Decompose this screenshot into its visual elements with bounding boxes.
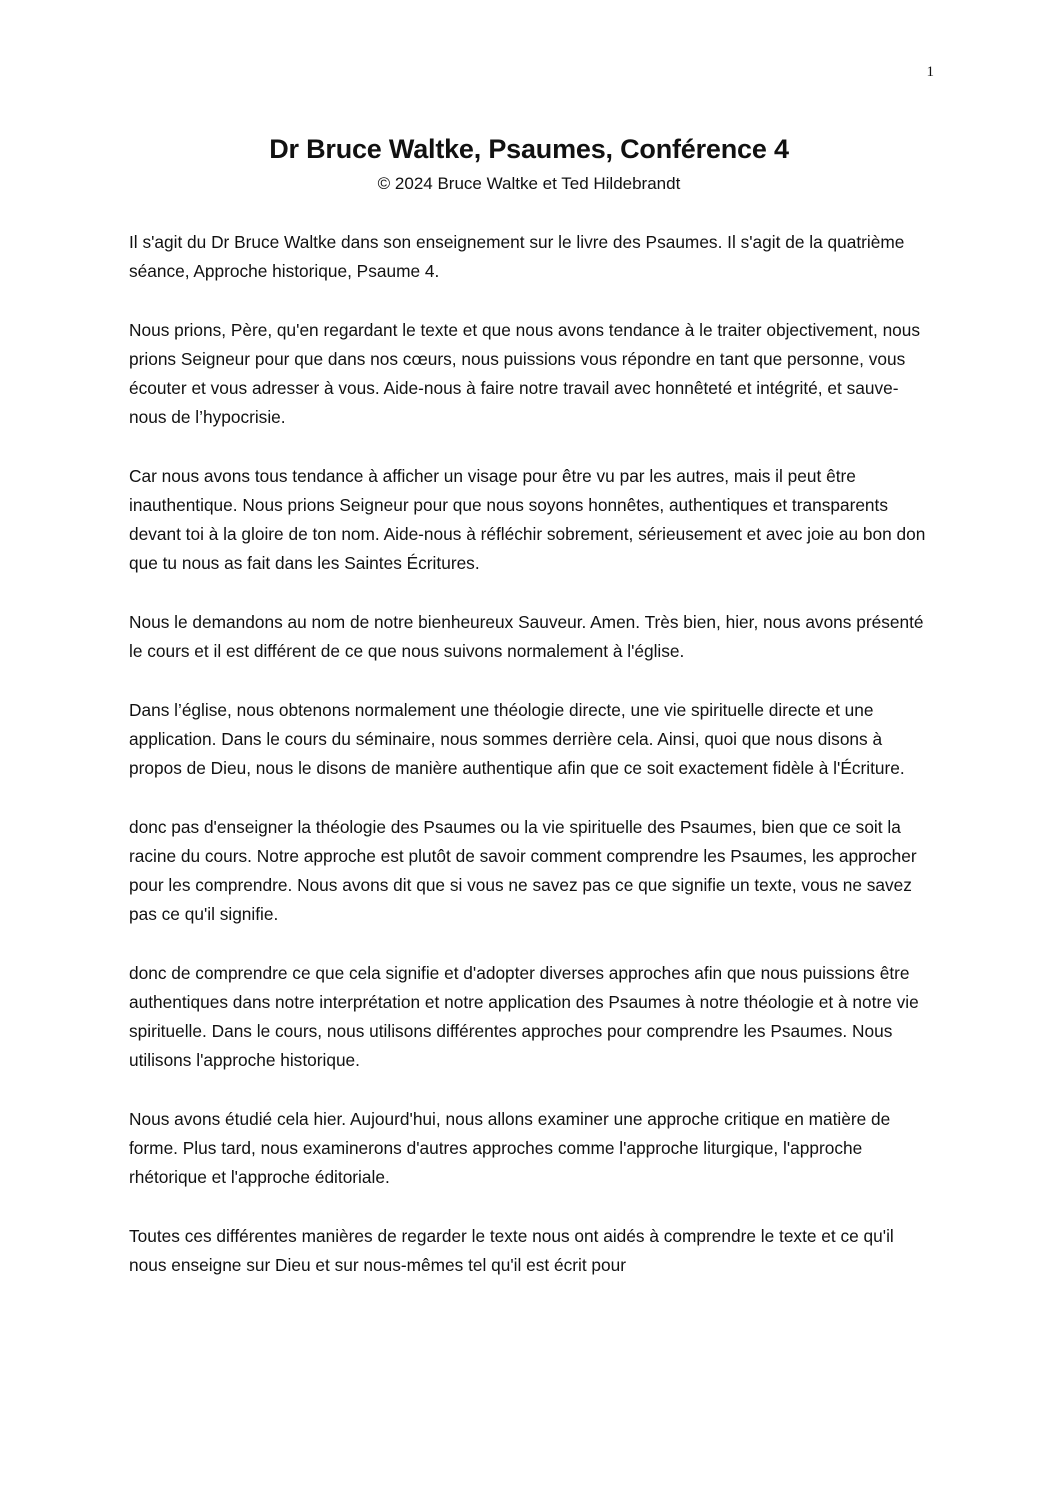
paragraph-prayer-continued: Car nous avons tous tendance à afficher un visage pour être vu par les autres, mais il peut être inauthentique. Nous prions Seigneur pour que nous soyons honnêtes, authentiques et transparents devant toi à la gloire de ton nom. Aide-nous à réfléchir sobrement, sérieusement et avec joie au bon don que tu nous as fait dans les Saintes Écritures. [129,466,926,573]
document-body [129,228,934,1310]
copyright-line: © 2024 Bruce Waltke et Ted Hildebrandt [377,174,681,193]
paragraph-church: Dans l’église, nous obtenons normalement une théologie directe, une vie spirituelle directe et une application. Dans le cours du séminaire, nous sommes derrière cela. Ainsi, quoi que nous disons à propos de Dieu, nous le disons de manière authentique afin que ce soit exactement fidèle à l'Écriture. [129,700,905,778]
paragraph-amen: Nous le demandons au nom de notre bienheureux Sauveur. Amen. Très bien, hier, nous avons présenté le cours et il est différent de ce que nous suivons normalement à l'église. [129,612,924,661]
page-number: 1 [926,64,934,80]
paragraph-prayer: Nous prions, Père, qu'en regardant le texte et que nous avons tendance à le traiter objectivement, nous prions Seigneur pour que dans nos cœurs, nous puissions vous répondre en tant que personne, vous écouter et vous adresser à vous. Aide-nous à faire notre travail avec honnêteté et intégrité, et sauve-nous de l’hypocrisie. [129,320,921,427]
paragraph-intro: Il s'agit du Dr Bruce Waltke dans son enseignement sur le livre des Psaumes. Il s'agit de la quatrième séance, Approche historique, Psaume 4. [129,232,905,281]
document-title: Dr Bruce Waltke, Psaumes, Conférence 4 [269,134,789,164]
paragraph-approaches: Nous avons étudié cela hier. Aujourd'hui, nous allons examiner une approche critique en matière de forme. Plus tard, nous examinerons d'autres approches comme l'approche liturgique, l'approche rhétorique et l'approche éditoriale. [129,1109,891,1187]
paragraph-course-approach: donc pas d'enseigner la théologie des Psaumes ou la vie spirituelle des Psaumes, bien que ce soit la racine du cours. Notre approche est plutôt de savoir comment comprendre les Psaumes, les approcher pour les comprendre. Nous avons dit que si vous ne savez pas ce que signifie un texte, vous ne savez pas ce qu'il signifie. [129,817,917,924]
paragraph-understanding: donc de comprendre ce que cela signifie et d'adopter diverses approches afin que nous puissions être authentiques dans notre interprétation et notre application des Psaumes à notre théologie et à notre vie spirituelle. Dans le cours, nous utilisons différentes approches pour comprendre les Psaumes. Nous utilisons l'approche historique. [129,963,919,1070]
paragraph-conclusion: Toutes ces différentes manières de regarder le texte nous ont aidés à comprendre le texte et ce qu'il nous enseigne sur Dieu et sur nous-mêmes tel qu'il est écrit pour [129,1226,894,1275]
